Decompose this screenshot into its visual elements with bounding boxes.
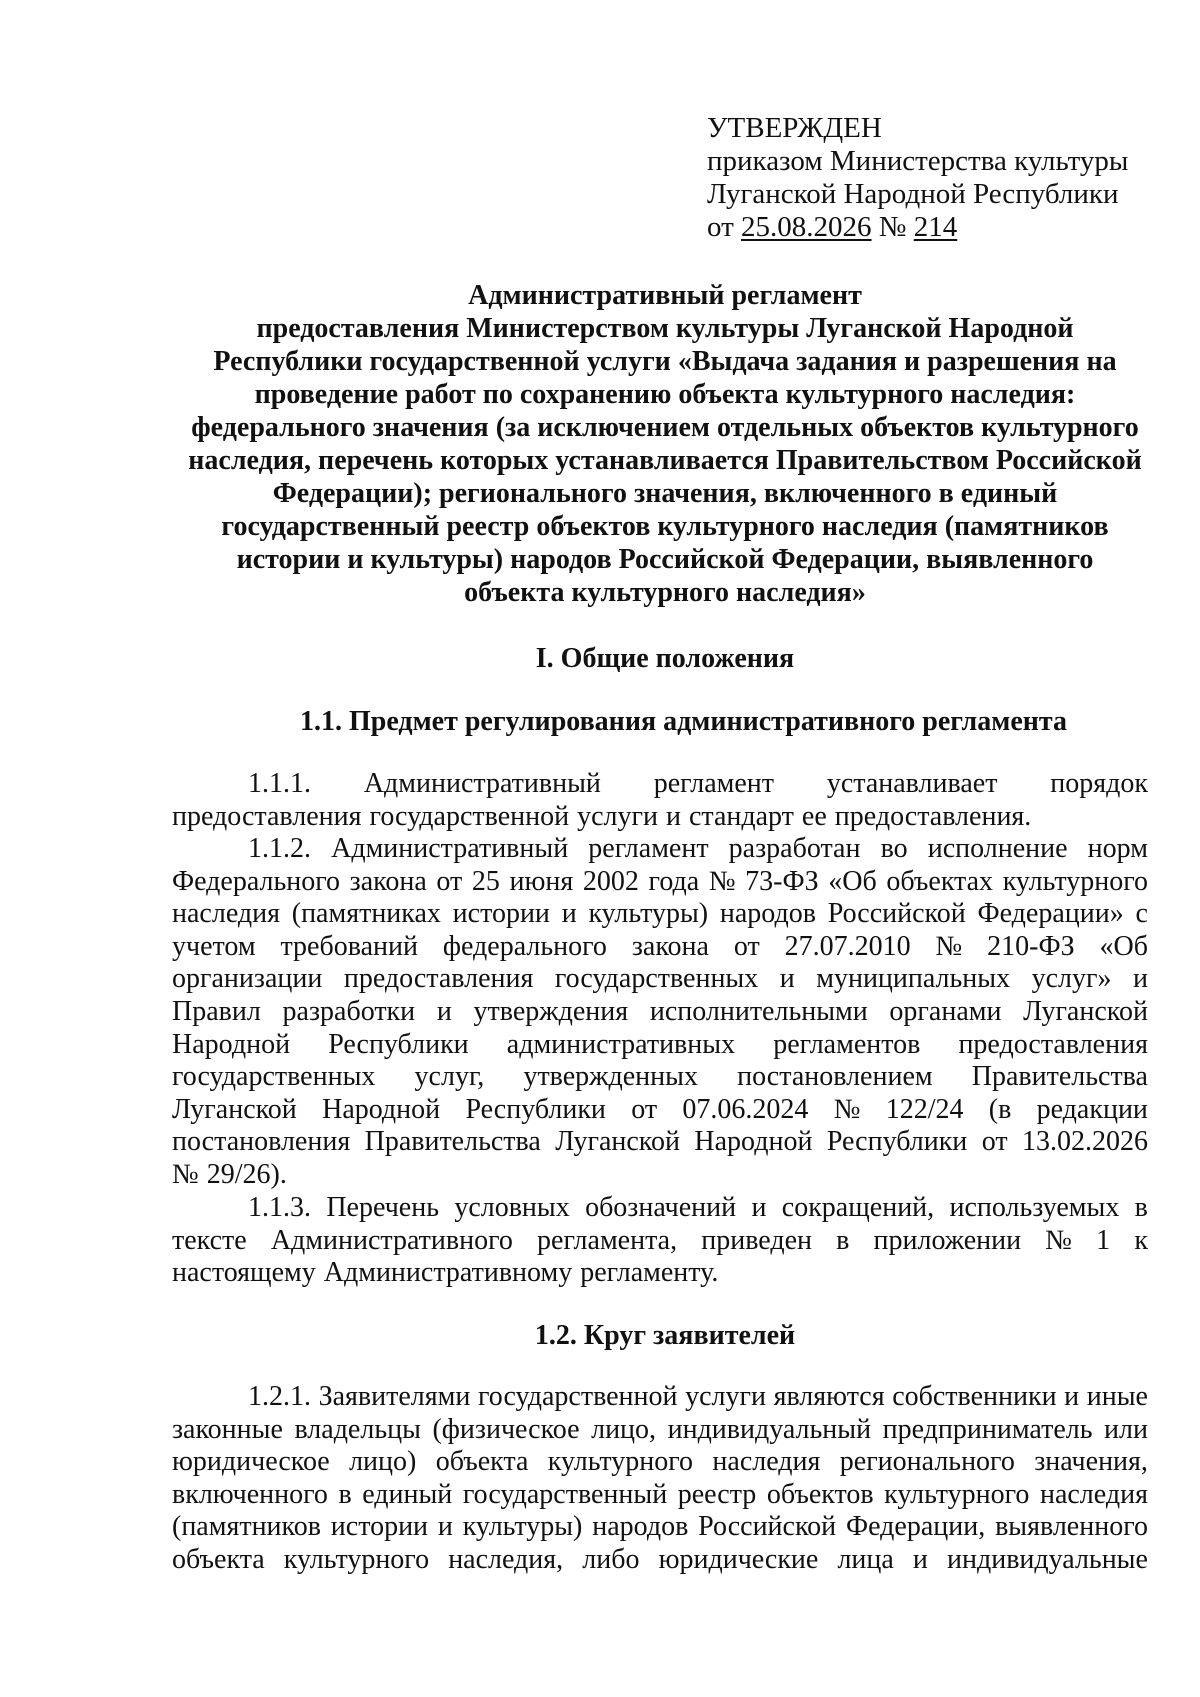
word: исполнительными xyxy=(649,995,868,1027)
word: культуры) xyxy=(462,1511,583,1543)
word: юридические xyxy=(658,1543,819,1575)
word: от xyxy=(436,865,463,897)
word: предприниматель xyxy=(882,1413,1093,1445)
word: 1 xyxy=(1096,1224,1111,1256)
word: народов xyxy=(592,1511,689,1543)
title-line: предоставления Министерством культуры Луганской Народной xyxy=(256,313,1074,344)
word: года xyxy=(648,865,700,897)
approval-number-sign: № xyxy=(878,211,907,243)
word: Российской xyxy=(827,898,966,930)
word: собственники xyxy=(892,1381,1057,1412)
word: июня xyxy=(509,865,574,897)
word: 07.06.2024 xyxy=(682,1093,809,1125)
word: «Об xyxy=(828,865,877,897)
title-line: объекта культурного наследия» xyxy=(464,577,866,608)
word: Правительства xyxy=(971,1061,1148,1093)
word: (памятниках xyxy=(291,898,441,930)
word: постановлением xyxy=(737,1061,933,1093)
word: услуг» xyxy=(1031,963,1112,995)
word: 2002 xyxy=(582,865,639,897)
word: «Об xyxy=(1099,930,1148,962)
document-title xyxy=(170,279,1160,609)
word: устанавливает xyxy=(826,768,998,799)
word: Федерации» xyxy=(977,898,1124,930)
word: услуг, xyxy=(414,1061,485,1093)
word: (физическое xyxy=(432,1413,580,1445)
word: регламента, xyxy=(537,1224,678,1256)
word: значения, xyxy=(1034,1446,1148,1478)
word: условных xyxy=(454,1192,570,1223)
word: культурного xyxy=(884,1478,1030,1510)
word: и xyxy=(912,1543,928,1575)
paragraph-line xyxy=(172,963,1148,996)
word: истории xyxy=(452,898,550,930)
word: Республики xyxy=(465,1093,606,1125)
paragraph-line xyxy=(172,1511,1148,1544)
word: индивидуальные xyxy=(947,1543,1148,1575)
word: стандарт xyxy=(688,800,794,832)
word: 122/24 xyxy=(885,1093,964,1125)
word: 210-ФЗ xyxy=(987,930,1075,962)
word: Административному xyxy=(323,1257,573,1289)
word: культурного xyxy=(1002,865,1148,897)
title-line: федерального значения (за исключением отдельных объектов культурного xyxy=(191,412,1139,443)
approval-number: 214 xyxy=(913,211,958,243)
paragraph-line xyxy=(172,1192,1148,1225)
word: Народной xyxy=(172,1028,291,1060)
paragraph-1-1-2 xyxy=(172,833,1148,1192)
word: 13.02.2026 xyxy=(1021,1126,1148,1158)
word: объекта xyxy=(172,1543,265,1575)
word: выявленного xyxy=(995,1511,1148,1543)
word: и xyxy=(665,800,681,832)
paragraph-line xyxy=(172,996,1148,1029)
word: во xyxy=(880,833,908,864)
word: юридическое xyxy=(172,1446,330,1478)
word: Луганской xyxy=(172,1093,297,1125)
paragraph-line xyxy=(172,1381,1148,1414)
word: Республики xyxy=(328,1028,469,1060)
word: регламент xyxy=(588,833,709,864)
word: Республики xyxy=(826,1126,968,1158)
paragraph-line xyxy=(172,1414,1148,1447)
paragraph-1-1-3 xyxy=(172,1192,1148,1290)
word: владельцы xyxy=(294,1413,421,1445)
word: редакции xyxy=(1036,1093,1148,1125)
word: муниципальных xyxy=(816,963,1011,995)
word: наследия xyxy=(712,1446,821,1478)
word: государственный xyxy=(462,1478,668,1510)
word: органами xyxy=(889,995,1002,1027)
word: закона xyxy=(631,930,709,962)
word: иные xyxy=(1086,1381,1148,1412)
title-line: наследия, перечень которых устанавливается Правительством Российской xyxy=(188,445,1142,476)
word: или xyxy=(1104,1413,1148,1445)
approval-date-prefix: от xyxy=(707,211,734,243)
section-heading-general: I. Общие положения xyxy=(535,643,795,674)
word: в xyxy=(338,1478,352,1510)
word: Федерации, xyxy=(845,1511,986,1543)
word: федерального xyxy=(442,930,607,962)
paragraph-line xyxy=(172,1159,1148,1192)
paragraph-1-1-1 xyxy=(172,768,1148,833)
word: норм xyxy=(1087,833,1148,864)
paragraph-line xyxy=(172,1029,1148,1062)
word: (памятников xyxy=(172,1511,321,1543)
word: разработки xyxy=(282,995,416,1027)
word: Правительства xyxy=(364,1126,541,1158)
word: исполнение xyxy=(927,833,1068,864)
word: 27.07.2010 xyxy=(784,930,911,962)
approval-date-line xyxy=(707,211,1128,244)
subsection-heading-1-2: 1.2. Круг заявителей xyxy=(534,1320,796,1351)
word: к xyxy=(1134,1224,1148,1256)
word: обозначений xyxy=(585,1192,737,1223)
word: объектах xyxy=(886,865,994,897)
word: народов xyxy=(719,898,816,930)
approval-date: 25.08.2026 xyxy=(741,211,872,243)
word: 1.1.3. xyxy=(248,1192,311,1223)
word: № xyxy=(172,1158,199,1190)
word: лицо) xyxy=(349,1446,417,1478)
word: 25 xyxy=(471,865,500,897)
word: и xyxy=(779,963,795,995)
word: услуги xyxy=(577,800,658,832)
word: Народной xyxy=(322,1093,441,1125)
word: предоставления xyxy=(172,800,362,832)
paragraph-line xyxy=(172,866,1148,899)
word: лицо, xyxy=(591,1413,657,1445)
word: Федерального xyxy=(172,865,341,897)
word: Российской xyxy=(698,1511,837,1543)
word: предоставления. xyxy=(834,800,1032,832)
paragraph-line xyxy=(172,898,1148,931)
word: Луганской xyxy=(1023,995,1148,1027)
word: административных xyxy=(506,1028,736,1060)
word: Административный xyxy=(331,833,569,864)
word: наследия, xyxy=(448,1543,564,1575)
word: включенного xyxy=(172,1478,328,1510)
word: и xyxy=(1064,1381,1080,1412)
paragraph-line xyxy=(172,1126,1148,1159)
word: ее xyxy=(801,800,827,832)
paragraph-line xyxy=(172,1479,1148,1512)
word: с xyxy=(1135,898,1148,930)
word: № xyxy=(935,930,963,962)
paragraph-line xyxy=(172,1544,1148,1577)
paragraph-1-2-1 xyxy=(172,1381,1148,1577)
word: культурного xyxy=(547,1446,694,1478)
title-line: Федерации); регионального значения, включенного в единый xyxy=(272,478,1058,509)
word: закона xyxy=(349,865,427,897)
word: 73-ФЗ xyxy=(745,865,819,897)
word: либо xyxy=(582,1543,640,1575)
word: требований xyxy=(280,930,418,962)
word: реестр xyxy=(677,1478,757,1510)
paragraph-line xyxy=(172,801,1148,834)
title-line: государственный реестр объектов культурного наследия (памятников xyxy=(221,511,1109,542)
word: истории xyxy=(330,1511,429,1543)
title-line: проведение работ по сохранению объекта культурного наследия: xyxy=(254,379,1076,410)
approval-title: УТВЕРЖДЕН xyxy=(707,112,882,144)
word: и xyxy=(436,995,452,1027)
word: от xyxy=(631,1093,658,1125)
word: и xyxy=(1132,963,1148,995)
word: от xyxy=(733,930,760,962)
word: приложении xyxy=(873,1224,1022,1256)
title-line: истории и культуры) народов Российской Федерации, выявленного xyxy=(236,544,1094,575)
word: культуры) xyxy=(588,898,709,930)
paragraph-line xyxy=(172,1061,1148,1094)
word: 29/26). xyxy=(206,1158,287,1190)
word: утвержденных xyxy=(523,1061,698,1093)
word: Луганской xyxy=(555,1126,680,1158)
word: наследия xyxy=(1039,1478,1148,1510)
word: Перечень xyxy=(326,1192,439,1223)
word: регламентов xyxy=(773,1028,921,1060)
title-line: Административный регламент xyxy=(468,280,862,311)
word: и xyxy=(437,1511,453,1543)
word: в xyxy=(836,1224,850,1256)
word: регламенту. xyxy=(580,1257,719,1289)
word: в xyxy=(1134,1192,1148,1223)
word: предоставления xyxy=(958,1028,1148,1060)
word: утверждения xyxy=(473,995,629,1027)
word: постановления xyxy=(172,1126,351,1158)
word: Административного xyxy=(270,1224,513,1256)
word: тексте xyxy=(172,1224,247,1256)
word: № xyxy=(1045,1224,1073,1256)
word: настоящему xyxy=(172,1257,316,1289)
word: № xyxy=(708,865,736,897)
word: № xyxy=(833,1093,861,1125)
word: наследия xyxy=(172,898,280,930)
word: регионального xyxy=(839,1446,1015,1478)
word: Заявителями xyxy=(318,1381,471,1412)
word: учетом xyxy=(172,930,256,962)
paragraph-line xyxy=(172,1094,1148,1127)
word: объектов xyxy=(766,1478,874,1510)
paragraph-line xyxy=(172,1257,1148,1290)
approval-stamp xyxy=(707,112,1128,244)
subsection-heading-1-1: 1.1. Предмет регулирования административного регламента xyxy=(300,706,1067,737)
word: услуги xyxy=(685,1381,766,1412)
word: являются xyxy=(773,1381,885,1412)
word: используемых xyxy=(949,1192,1120,1223)
word: (в xyxy=(988,1093,1012,1125)
word: приведен xyxy=(701,1224,812,1256)
word: предоставления xyxy=(343,963,534,995)
paragraph-line xyxy=(172,931,1148,964)
word: разработан xyxy=(728,833,861,864)
word: организации xyxy=(172,963,323,995)
word: и xyxy=(561,898,577,930)
paragraph-line xyxy=(172,833,1148,866)
word: порядок xyxy=(1050,768,1148,799)
word: и xyxy=(751,1192,767,1223)
paragraph-line xyxy=(172,1225,1148,1258)
word: сокращений, xyxy=(781,1192,935,1223)
word: государственной xyxy=(477,1381,678,1412)
word: 1.1.2. xyxy=(248,833,311,864)
word: культурного xyxy=(283,1543,430,1575)
title-line: Республики государственной услуги «Выдача задания и разрешения на xyxy=(213,346,1117,377)
word: от xyxy=(981,1126,1008,1158)
word: 1.1.1. xyxy=(248,768,311,799)
word: индивидуальный xyxy=(667,1413,872,1445)
word: Административный xyxy=(363,768,601,799)
approval-republic-line: Луганской Народной Республики xyxy=(707,178,1119,210)
word: законные xyxy=(172,1413,283,1445)
word: государственных xyxy=(172,1061,376,1093)
word: 1.2.1. xyxy=(248,1381,311,1412)
word: Правил xyxy=(172,995,261,1027)
paragraph-line xyxy=(172,1446,1148,1479)
word: единый xyxy=(362,1478,453,1510)
approval-order-line: приказом Министерства культуры xyxy=(707,145,1129,177)
word: государственных xyxy=(554,963,759,995)
word: Народной xyxy=(694,1126,813,1158)
word: регламент xyxy=(653,768,774,799)
paragraph-line xyxy=(172,768,1148,801)
word: государственной xyxy=(369,800,570,832)
word: объекта xyxy=(435,1446,529,1478)
word: лица xyxy=(837,1543,894,1575)
